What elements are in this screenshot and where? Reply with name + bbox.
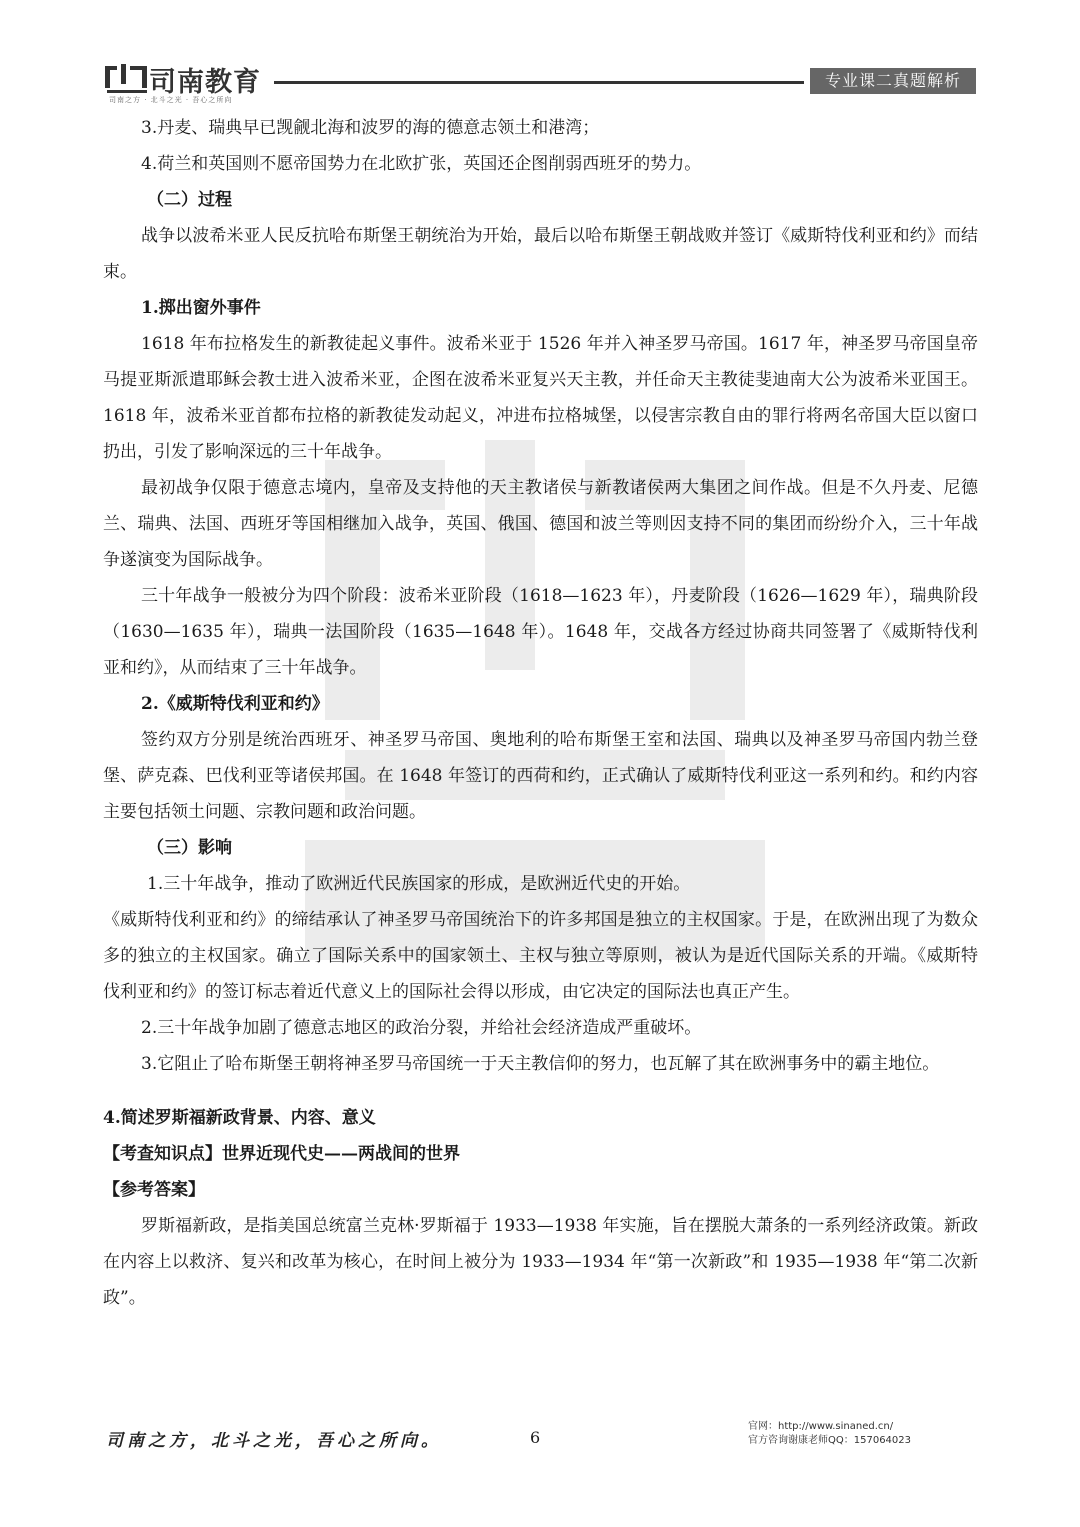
- paragraph: 最初战争仅限于德意志境内，皇帝及支持他的天主教诸侯与新教诸侯两大集团之间作战。但是不久丹麦、尼德兰、瑞典、法国、西班牙等国相继加入战争，英国、俄国、德国和波兰等则因支持不同的集团而纷纷介入，三十年战争遂演变为国际战争。: [103, 478, 978, 570]
- section-badge: 专业课二真题解析: [810, 68, 976, 94]
- paragraph: 三十年战争一般被分为四个阶段：波希米亚阶段（1618—1623 年），丹麦阶段（1626—1629 年），瑞典阶段（1630—1635 年），瑞典一法国阶段（1635—1648 年）。1648 年，交战各方经过协商共同签署了《威斯特伐利亚和约》，从而结束了三十年战争。: [103, 586, 978, 678]
- page-number: 6: [530, 1428, 541, 1447]
- section-heading: （三）影响: [147, 838, 232, 858]
- paragraph: 1618 年布拉格发生的新教徒起义事件。波希米亚于 1526 年并入神圣罗马帝国。1617 年，神圣罗马帝国皇帝马提亚斯派遣耶稣会教士进入波希米亚，企图在波希米亚复兴天主教，并任命天主教徒斐迪南大公为波希米亚国王。1618 年，波希米亚首都布拉格的新教徒发动起义，冲进布拉格城堡，以侵害宗教自由的罪行将两名帝国大臣以窗口扔出，引发了影响深远的三十年战争。: [103, 334, 978, 462]
- paragraph: 签约双方分别是统治西班牙、神圣罗马帝国、奥地利的哈布斯堡王室和法国、瑞典以及神圣罗马帝国内勃兰登堡、萨克森、巴伐利亚等诸侯邦国。在 1648 年签订的西荷和约，正式确认了威斯特伐利亚这一系列和约。和约内容主要包括领土问题、宗教问题和政治问题。: [103, 730, 978, 822]
- paragraph: 3.它阻止了哈布斯堡王朝将神圣罗马帝国统一于天主教信仰的努力，也瓦解了其在欧洲事务中的霸主地位。: [141, 1054, 940, 1074]
- section-heading: （二）过程: [147, 190, 232, 210]
- paragraph: 3.丹麦、瑞典早已觊觎北海和波罗的海的德意志领土和港湾；: [141, 118, 600, 138]
- logo-slogan: 司南之方 · 北斗之光 · 吾心之所向: [109, 96, 233, 104]
- paragraph: 罗斯福新政，是指美国总统富兰克林·罗斯福于 1933—1938 年实施，旨在摆脱大萧条的一系列经济政策。新政在内容上以救济、复兴和改革为核心，在时间上被分为 1933—1934 年“第一次新政”和 1935—1938 年“第二次新政”。: [103, 1216, 978, 1308]
- page-footer: [0, 1410, 1080, 1470]
- page-header: [0, 0, 1080, 110]
- brand-logo: [103, 62, 273, 106]
- contact-qq: 官方咨询谢康老师QQ：157064023: [748, 1435, 912, 1446]
- website-link[interactable]: 官网：http://www.sinaned.cn/: [748, 1421, 894, 1432]
- reference-answer-label: 【参考答案】: [103, 1180, 205, 1200]
- subsection-heading: 1.掷出窗外事件: [141, 298, 261, 318]
- footer-motto: 司南之方，北斗之光，吾心之所向。: [106, 1431, 442, 1451]
- subsection-heading: 2.《威斯特伐利亚和约》: [141, 694, 329, 714]
- paragraph: 战争以波希米亚人民反抗哈布斯堡王朝统治为开始，最后以哈布斯堡王朝战败并签订《威斯特伐利亚和约》而结束。: [103, 226, 978, 282]
- paragraph: 1.三十年战争，推动了欧洲近代民族国家的形成，是欧洲近代史的开始。: [147, 874, 691, 894]
- spacer: [103, 1082, 978, 1100]
- paragraph: 《威斯特伐利亚和约》的缔结承认了神圣罗马帝国统治下的许多邦国是独立的主权国家。于是，在欧洲出现了为数众多的独立的主权国家。确立了国际关系中的国家领土、主权与独立等原则，被认为是近代国际关系的开端。《威斯特伐利亚和约》的签订标志着近代意义上的国际社会得以形成，由它决定的国际法也真正产生。: [103, 910, 978, 1002]
- knowledge-point: 【考查知识点】世界近现代史——两战间的世界: [103, 1144, 460, 1164]
- paragraph: 4.荷兰和英国则不愿帝国势力在北欧扩张，英国还企图削弱西班牙的势力。: [141, 154, 702, 174]
- footer-contact: [748, 1420, 911, 1448]
- paragraph: 2.三十年战争加剧了德意志地区的政治分裂，并给社会经济造成严重破坏。: [141, 1018, 702, 1038]
- logo-text: 司南教育: [149, 67, 261, 98]
- header-divider: [274, 81, 804, 84]
- question-heading: 4.简述罗斯福新政背景、内容、意义: [103, 1108, 376, 1128]
- document-body: [103, 110, 978, 1316]
- logo-mark-icon: [103, 62, 151, 94]
